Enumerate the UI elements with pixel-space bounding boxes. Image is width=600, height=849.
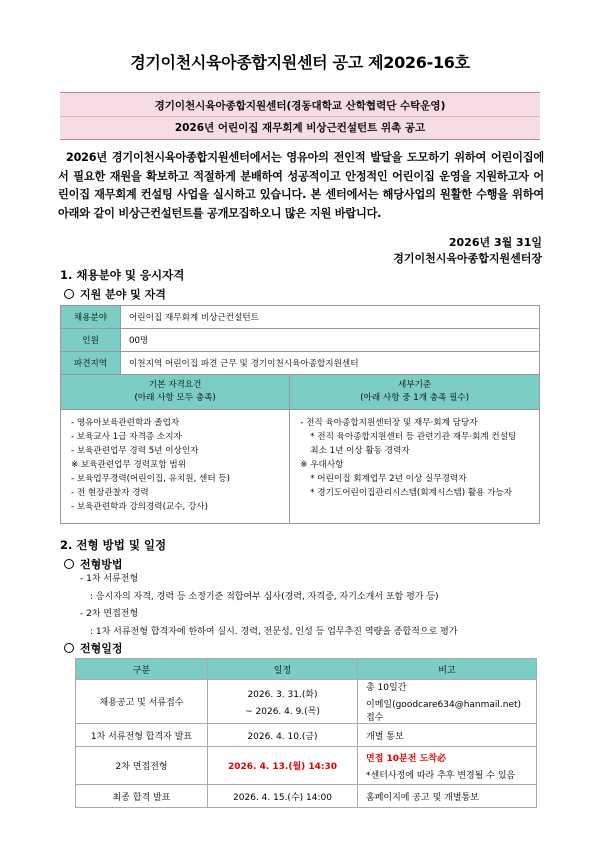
circle-bullet-icon [64, 643, 74, 653]
schedule-name: 최종 합격 발표 [76, 785, 208, 808]
row-value: 이천지역 어린이집 파견 근무 및 경기이천시육아종합지원센터 [121, 352, 540, 375]
intro-paragraph: 2026년 경기이천시육아종합지원센터에서는 영유아의 전인적 발달을 도모하기 위하여 어린이집에서 필요한 재원을 확보하고 적절하게 분배하여 성공적이고 안정적인 어린이집 운영을 지원하고자 어린이집 재무회계 컨설팅 사업을 실시하고 있습니다. 본 센터에서는 해당사업의 원활한 수행을 위하여 아래와 같이 비상근컨설턴트를 공개모집하오니 많은 지원 바랍니다. [58, 151, 544, 220]
row-value: 00명 [121, 329, 540, 352]
schedule-table [75, 658, 537, 808]
row-label: 인원 [61, 329, 121, 352]
table-row [61, 410, 540, 524]
banner-divider [60, 116, 540, 117]
method-item: : 1차 서류전형 합격자에 한하여 실시. 경력, 전문성, 인성 등 업무추진 역량을 종합적으로 평가 [90, 627, 458, 637]
method-item: - 1차 서류전형 [80, 574, 139, 584]
section-2-heading: 2. 전형 방법 및 일정 [60, 538, 167, 552]
header-category: 구분 [76, 659, 208, 680]
schedule-name: 채용공고 및 서류접수 [76, 680, 208, 724]
issuer: 경기이천시육아종합지원센터장 [393, 252, 542, 265]
banner-subject: 2026년 어린이집 재무회계 비상근컨설턴트 위촉 공고 [174, 122, 426, 134]
detail-criteria: - 전직 육아종합지원센터장 및 재무·회계 담당자 * 전직 육아종합지원센터 등 관련기관 재무·회계 컨설팅 최소 1년 이상 활동 경력자 ※ 우대사항 * 어린이집 회계업무 2년 이상 실무경력자 * 경기도어린이집관리시스템(회계시스템) 활용 가능자 [290, 410, 540, 524]
schedule-date: 2026. 4. 10.(금) [208, 724, 358, 747]
schedule-note: 면접 10분전 도착必 *센터사정에 따라 추후 변경될 수 있음 [358, 747, 537, 785]
table-row [76, 747, 537, 785]
schedule-date: 2026. 4. 13.(월) 14:30 [208, 747, 358, 785]
schedule-date: 2026. 3. 31.(화) ~ 2026. 4. 9.(목) [208, 680, 358, 724]
detail-header: 세부기준 (아래 사항 중 1개 충족 필수) [290, 375, 540, 410]
section-2-sub-method: 전형방법 [64, 556, 123, 572]
table-row [61, 306, 540, 329]
row-label: 파견지역 [61, 352, 121, 375]
circle-bullet-icon [64, 289, 74, 299]
header-note: 비고 [358, 659, 537, 680]
table-row [76, 680, 537, 724]
circle-bullet-icon [64, 559, 74, 569]
schedule-note: 홈페이지에 공고 및 개별통보 [358, 785, 537, 808]
table-row [76, 724, 537, 747]
schedule-note: 총 10일간 이메일(goodcare634@hanmail.net) 접수 [358, 680, 537, 724]
notice-date: 2026년 3월 31일 [448, 236, 542, 249]
table-row [61, 352, 540, 375]
schedule-name: 2차 면접전형 [76, 747, 208, 785]
notice-banner [60, 92, 540, 140]
table-row [61, 329, 540, 352]
method-item: - 2차 면접전형 [80, 609, 139, 619]
section-1-sub: 지원 분야 및 자격 [64, 286, 166, 302]
basic-requirements: - 영유아보육관련학과 졸업자 - 보육교사 1급 자격증 소지자 - 보육관련업무 경력 5년 이상인자 ※ 보육관련업무 경력포함 범위 - 보육업무경력(어린이집, 유치원, 센터 등) - 전 현장관찰자 경력 - 보육관련학과 강의경력(교수, 강사) [61, 410, 290, 524]
table-row [76, 785, 537, 808]
schedule-name: 1차 서류전형 합격자 발표 [76, 724, 208, 747]
section-2-sub-schedule: 전형일정 [64, 640, 123, 656]
banner-operator: 경기이천시육아종합지원센터(경동대학교 산학협력단 수탁운영) [154, 100, 446, 112]
section-1-heading: 1. 채용분야 및 응시자격 [60, 268, 185, 282]
table-header-row [61, 375, 540, 410]
row-label: 채용분야 [61, 306, 121, 329]
header-schedule: 일정 [208, 659, 358, 680]
page-title: 경기이천시육아종합지원센터 공고 제2026-16호 [130, 53, 470, 72]
basic-header: 기본 자격요건 (아래 사항 모두 충족) [61, 375, 290, 410]
schedule-note: 개별 통보 [358, 724, 537, 747]
row-value: 어린이집 재무회계 비상근컨설턴트 [121, 306, 540, 329]
table-header-row [76, 659, 537, 680]
method-item: : 응시자의 자격, 경력 등 소정기준 적합여부 심사(경력, 자격증, 자기소개서 포함 평가 등) [90, 592, 439, 602]
qualification-table [60, 305, 540, 524]
schedule-date: 2026. 4. 15.(수) 14:00 [208, 785, 358, 808]
